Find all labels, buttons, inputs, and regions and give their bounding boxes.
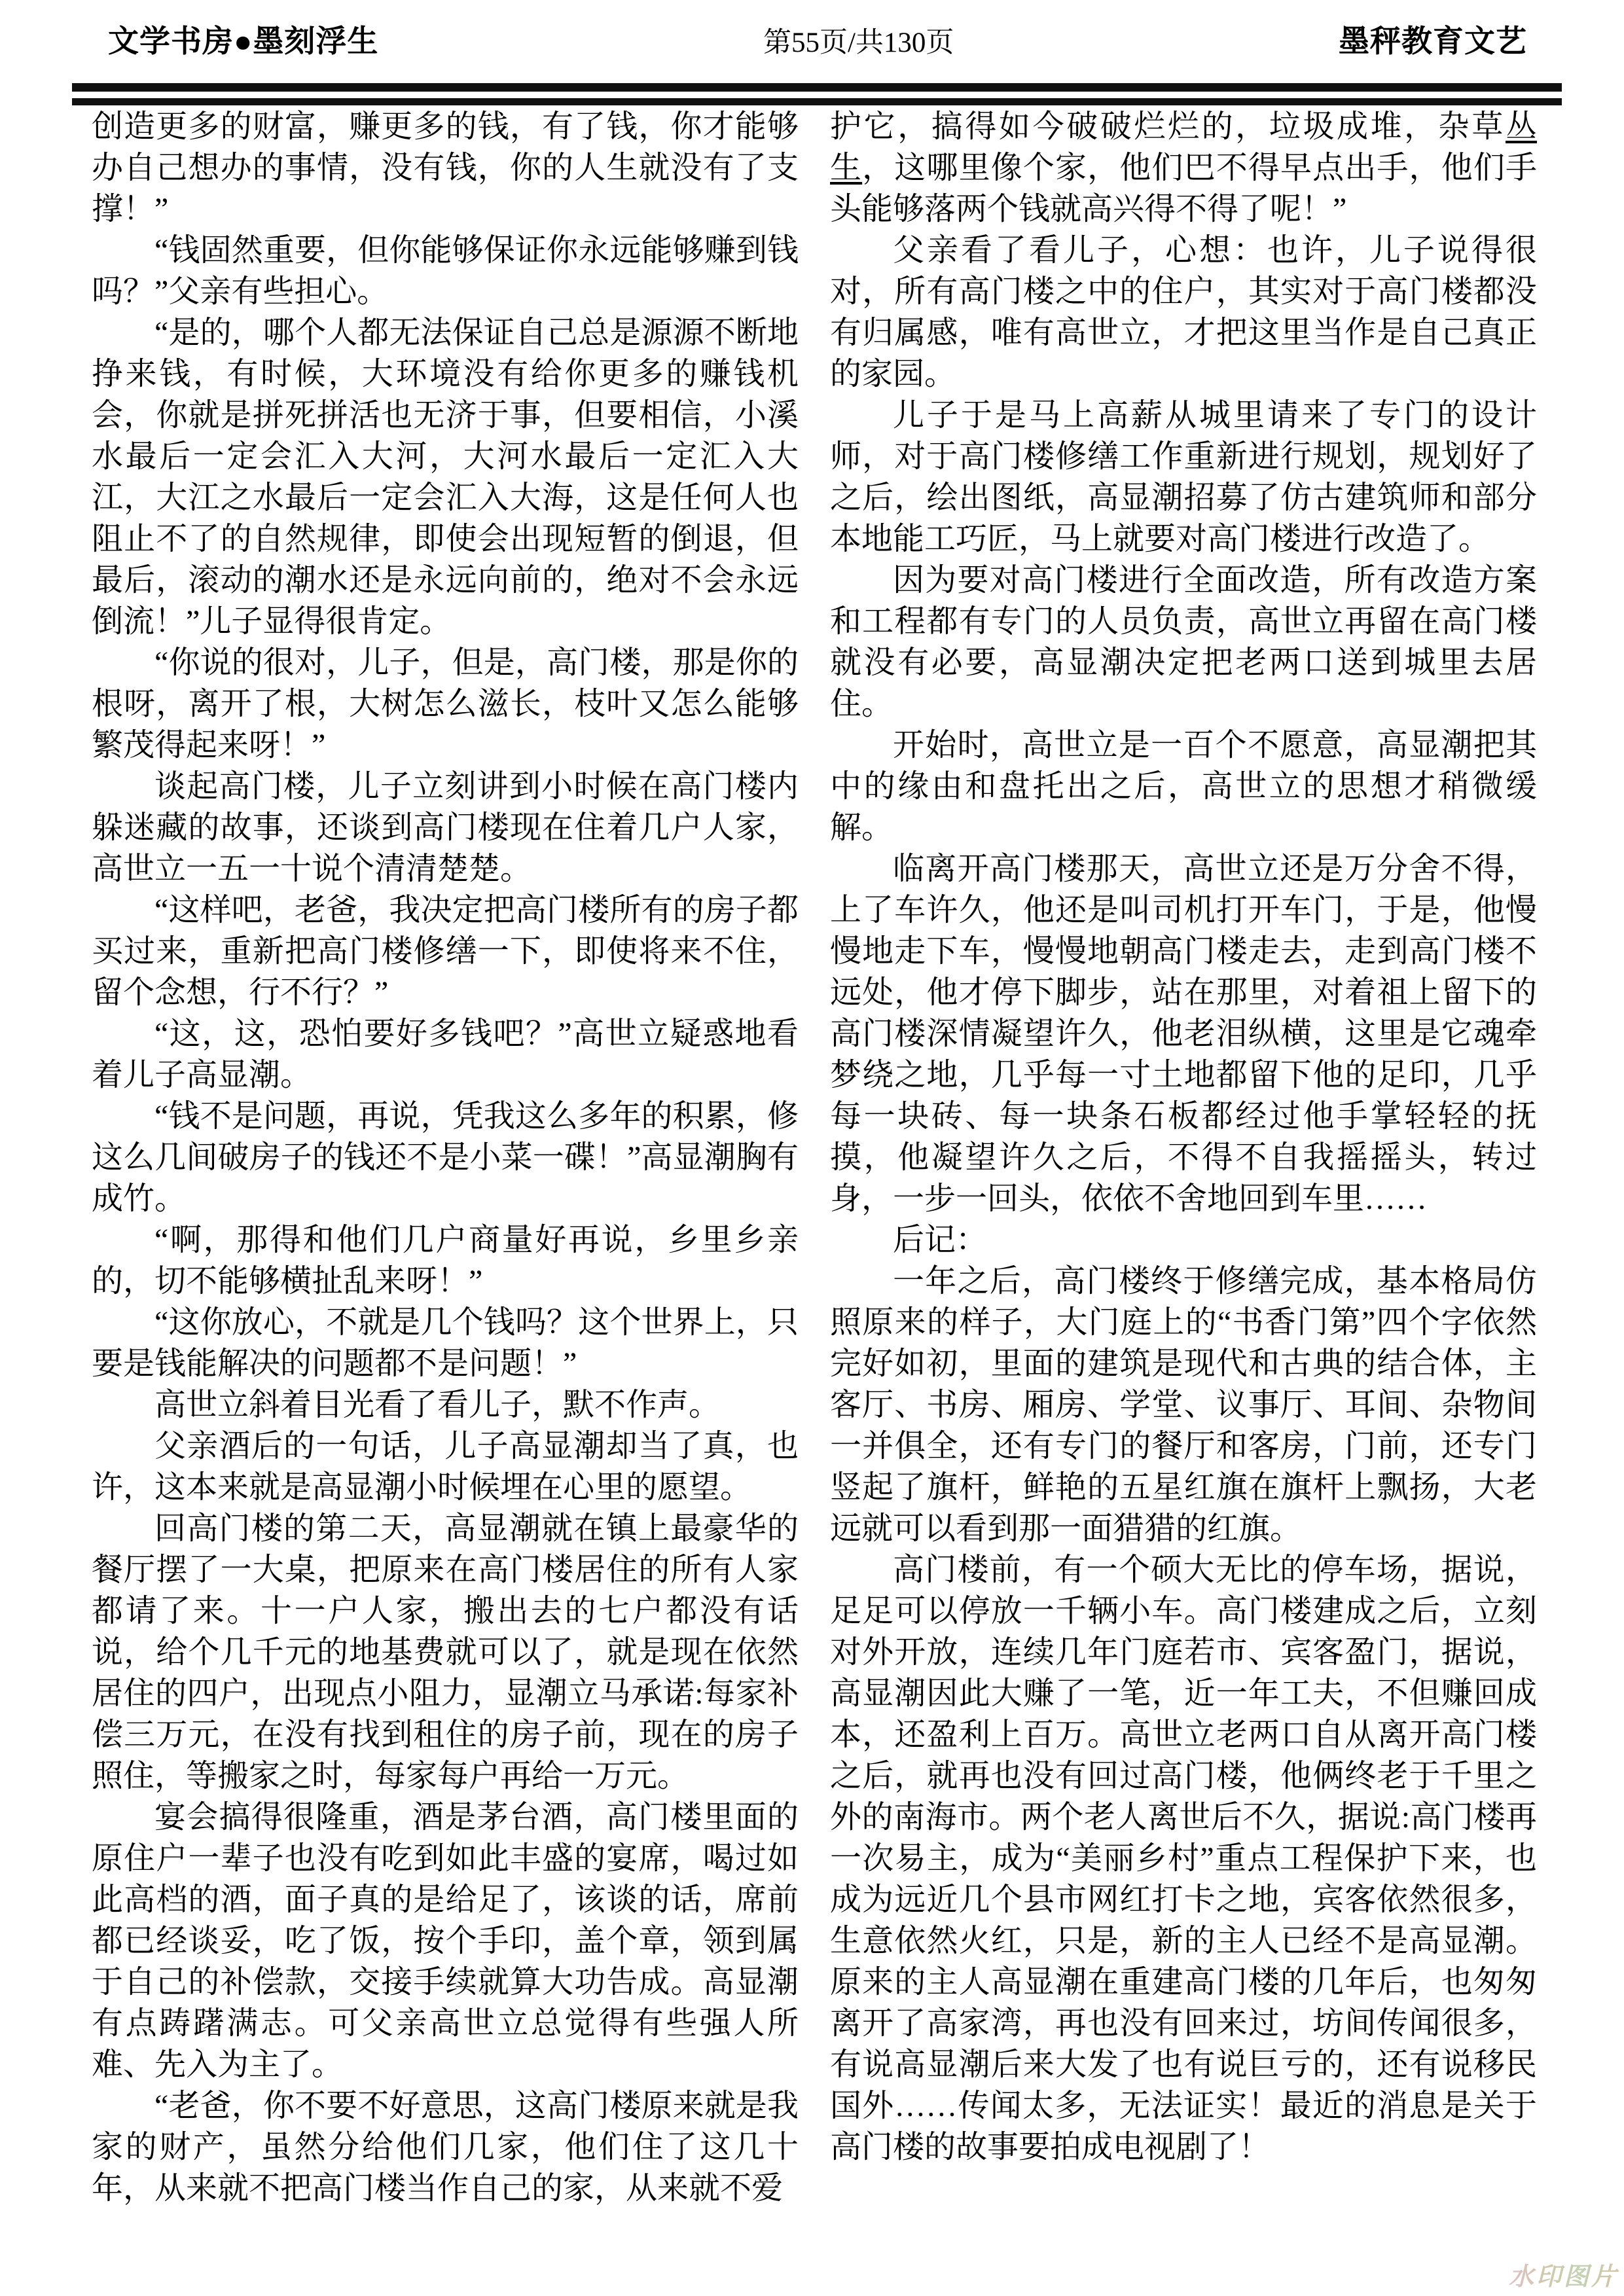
article-body xyxy=(92,106,1537,2209)
underlined-phrase: 丛生 xyxy=(830,109,1537,185)
paragraph: “你说的很对，儿子，但是，高门楼，那是你的根呀，离开了根，大树怎么滋长，枝叶又怎么能够繁茂得起来呀！” xyxy=(92,645,799,762)
text-column xyxy=(92,106,799,2209)
paragraph: “钱不是问题，再说，凭我这么多年的积累，修这么几间破房子的钱还不是小菜一碟！”高显潮胸有成竹。 xyxy=(92,1099,799,1216)
watermark-text: 水印图片 xyxy=(1509,2256,1619,2292)
paragraph: 一年之后，高门楼终于修缮完成，基本格局仿照原来的样子，大门庭上的“书香门第”四个字依然完好如初，里面的建筑是现代和古典的结合体，主客厅、书房、厢房、学堂、议事厅、耳间、杂物间一并俱全，还有专门的餐厅和客房，门前，还专门竖起了旗杆，鲜艳的五星红旗在旗杆上飘扬，大老远就可以看到那一面猎猎的红旗。 xyxy=(830,1264,1537,1546)
page-number: 第55页/共130页 xyxy=(763,27,954,58)
paragraph: 临离开高门楼那天，高世立还是万分舍不得，上了车许久，他还是叫司机打开车门，于是，他慢慢地走下车，慢慢地朝高门楼走去，走到高门楼不远处，他才停下脚步，站在那里，对着祖上留下的高门楼深情凝望许久，他老泪纵横，这里是它魂牵梦绕之地，几乎每一寸土地都留下他的足印，几乎每一块砖、每一块条石板都经过他手掌轻轻的抚摸，他凝望许久之后，不得不自我摇摇头，转过身，一步一回头，依依不舍地回到车里…… xyxy=(830,852,1537,1216)
text-column xyxy=(830,106,1537,2209)
paragraph: 因为要对高门楼进行全面改造，所有改造方案和工程都有专门的人员负责，高世立再留在高门楼就没有必要，高显潮决定把老两口送到城里去居住。 xyxy=(830,563,1537,721)
paragraph: 开始时，高世立是一百个不愿意，高显潮把其中的缘由和盘托出之后，高世立的思想才稍微缓解。 xyxy=(830,728,1537,845)
paragraph: 宴会搞得很隆重，酒是茅台酒，高门楼里面的原住户一辈子也没有吃到如此丰盛的宴席，喝过如此高档的酒，面子真的是给足了，该谈的话，席前都已经谈妥，吃了饭，按个手印，盖个章，领到属于自己的补偿款，交接手续就算大功告成。高显潮有点踌躇满志。可父亲高世立总觉得有些强人所难、先入为主了。 xyxy=(92,1800,799,2082)
page-header xyxy=(108,17,1527,56)
paragraph: “这样吧，老爸，我决定把高门楼所有的房子都买过来，重新把高门楼修缮一下，即使将来不住，留个念想，行不行？” xyxy=(92,893,799,1010)
paragraph: “这你放心，不就是几个钱吗？这个世界上，只要是钱能解决的问题都不是问题！” xyxy=(92,1305,799,1381)
header-divider xyxy=(72,83,1562,105)
paragraph: “钱固然重要，但你能够保证你永远能够赚到钱吗？”父亲有些担心。 xyxy=(92,233,799,309)
paragraph: “是的，哪个人都无法保证自己总是源源不断地挣来钱，有时候，大环境没有给你更多的赚钱机会，你就是拼死拼活也无济于事，但要相信，小溪水最后一定会汇入大河，大河水最后一定汇入大江，大江之水最后一定会汇入大海，这是任何人也阻止不了的自然规律，即使会出现短暂的倒退，但最后，滚动的潮水还是永远向前的，绝对不会永远倒流！”儿子显得很肯定。 xyxy=(92,315,799,639)
divider-line-bottom xyxy=(72,98,1562,105)
paragraph: “老爸，你不要不好意思，这高门楼原来就是我家的财产，虽然分给他们几家，他们住了这几十年，从来就不把高门楼当作自己的家，从来就不爱 xyxy=(92,2089,799,2206)
header-left-title: 文学书房●墨刻浮生 xyxy=(108,24,379,58)
paragraph: 父亲看了看儿子，心想：也许，儿子说得很对，所有高门楼之中的住户，其实对于高门楼都没有归属感，唯有高世立，才把这里当作是自己真正的家园。 xyxy=(830,233,1537,391)
paragraph: 谈起高门楼，儿子立刻讲到小时候在高门楼内躲迷藏的故事，还谈到高门楼现在住着几户人家，高世立一五一十说个清清楚楚。 xyxy=(92,769,799,886)
paragraph: 高世立斜着目光看了看儿子，默不作声。 xyxy=(154,1388,721,1422)
paragraph: “啊，那得和他们几户商量好再说，乡里乡亲的，切不能够横扯乱来呀！” xyxy=(92,1223,799,1299)
paragraph: 创造更多的财富，赚更多的钱，有了钱，你才能够办自己想办的事情，没有钱，你的人生就没有了支撑！” xyxy=(92,109,799,226)
paragraph: 父亲酒后的一句话，儿子高显潮却当了真，也许，这本来就是高显潮小时候埋在心里的愿望。 xyxy=(92,1429,799,1505)
paragraph: “这，这，恐怕要好多钱吧？”高世立疑惑地看着儿子高显潮。 xyxy=(92,1016,799,1092)
paragraph: 护它，搞得如今破破烂烂的，垃圾成堆，杂草丛生，这哪里像个家，他们巴不得早点出手，他们手头能够落两个钱就高兴得不得了呢！” xyxy=(830,109,1537,226)
divider-line-top xyxy=(72,83,1562,92)
header-right-title: 墨秤教育文艺 xyxy=(1339,24,1527,58)
paragraph: 回高门楼的第二天，高显潮就在镇上最豪华的餐厅摆了一大桌，把原来在高门楼居住的所有人家都请了来。十一户人家，搬出去的七户都没有话说，给个几千元的地基费就可以了，就是现在依然居住的四户，出现点小阻力，显潮立马承诺:每家补偿三万元，在没有找到租住的房子前，现在的房子照住，等搬家之时，每家每户再给一万元。 xyxy=(92,1511,799,1793)
paragraph: 高门楼前，有一个硕大无比的停车场，据说，足足可以停放一千辆小车。高门楼建成之后，立刻对外开放，连续几年门庭若市、宾客盈门，据说，高显潮因此大赚了一笔，近一年工夫，不但赚回成本，还盈利上百万。高世立老两口自从离开高门楼之后，就再也没有回过高门楼，他俩终老于千里之外的南海市。两个老人离世后不久，据说:高门楼再一次易主，成为“美丽乡村”重点工程保护下来，也成为远近几个县市网红打卡之地，宾客依然很多，生意依然火红，只是，新的主人已经不是高显潮。原来的主人高显潮在重建高门楼的几年后，也匆匆离开了高家湾，再也没有回来过，坊间传闻很多，有说高显潮后来大发了也有说巨亏的，还有说移民国外……传闻太多，无法证实！最近的消息是关于高门楼的故事要拍成电视剧了！ xyxy=(830,1552,1537,2164)
paragraph: 儿子于是马上高薪从城里请来了专门的设计师，对于高门楼修缮工作重新进行规划，规划好了之后，绘出图纸，高显潮招募了仿古建筑师和部分本地能工巧匠，马上就要对高门楼进行改造了。 xyxy=(830,398,1537,556)
paragraph: 后记： xyxy=(893,1223,988,1257)
